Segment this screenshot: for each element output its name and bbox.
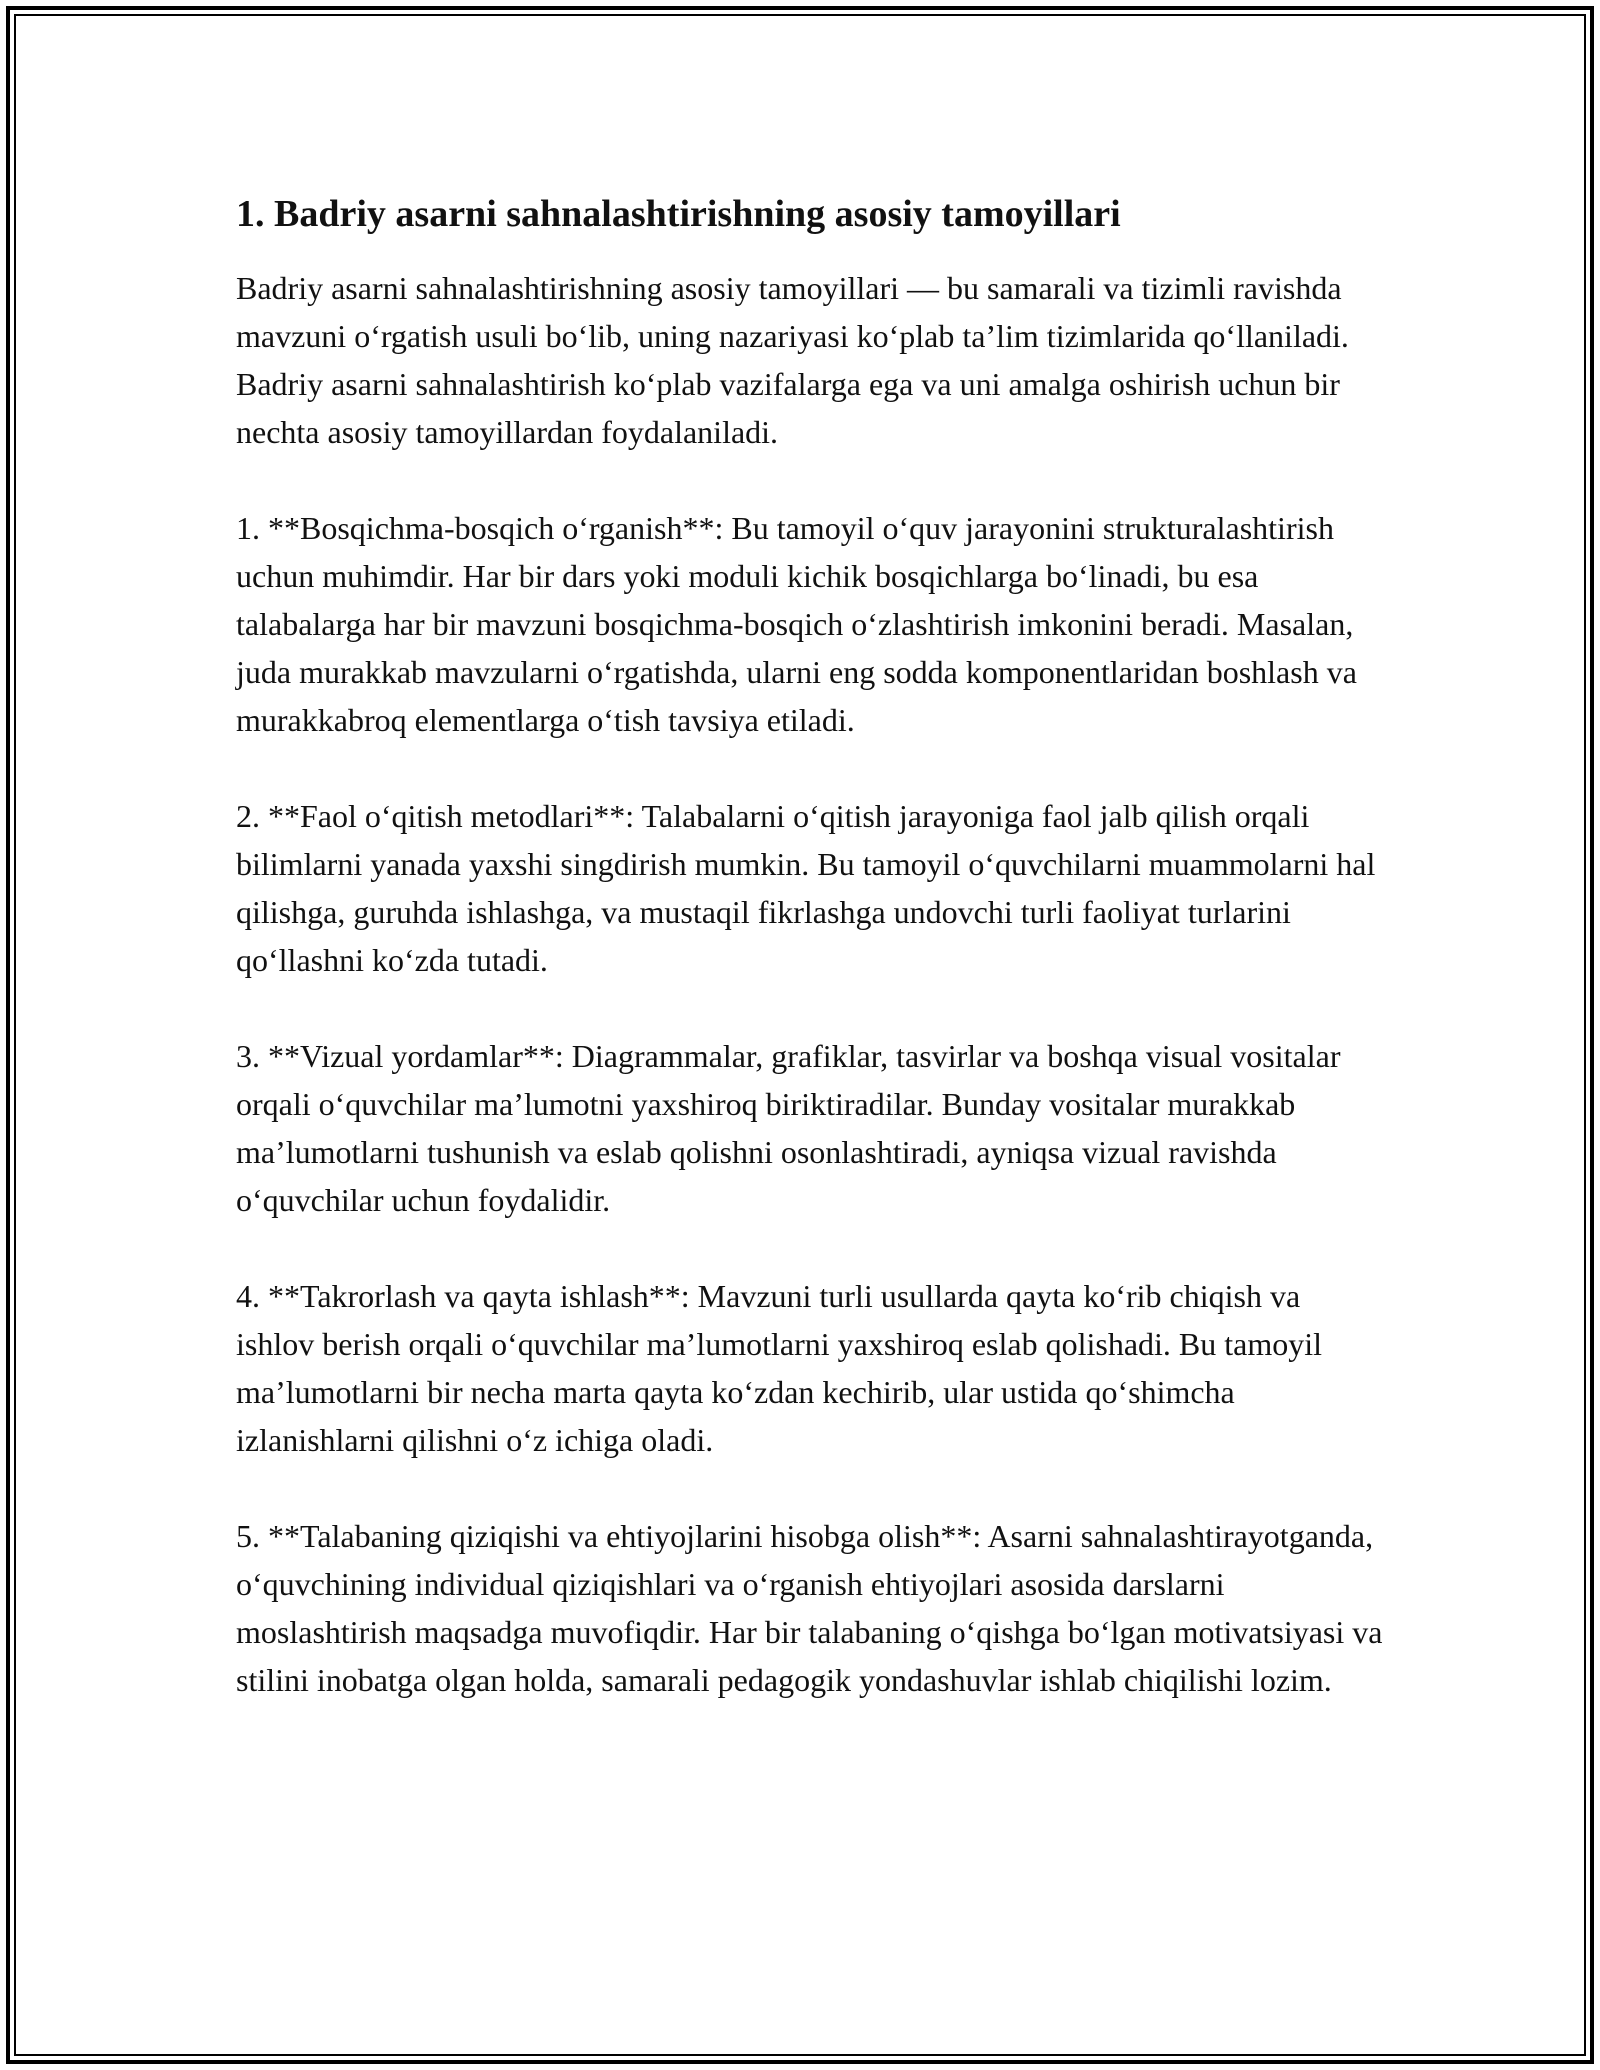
principle-paragraph-4: 4. **Takrorlash va qayta ishlash**: Mavzuni turli usullarda qayta ko‘rib chiqish va ishlov berish orqali o‘quvchilar ma’lumotlarni yaxshiroq eslab qolishadi. Bu tamoyil ma’lumotlarni bir necha marta qayta ko‘zdan kechirib, ular ustida qo‘shimcha izlanishlarni qilishni o‘z ichiga oladi.: [236, 1278, 1323, 1458]
principle-paragraph-2: 2. **Faol o‘qitish metodlari**: Talabalarni o‘qitish jarayoniga faol jalb qilish orqali bilimlarni yanada yaxshi singdirish mumkin. Bu tamoyil o‘quvchilarni muammolarni hal qilishga, guruhda ishlashga, va mustaqil fikrlashga undovchi turli faoliyat turlarini qo‘llashni ko‘zda tutadi.: [236, 798, 1376, 978]
document-body: [236, 186, 1386, 1752]
principle-paragraph-1: 1. **Bosqichma-bosqich o‘rganish**: Bu tamoyil o‘quv jarayonini strukturalashtirish uchun muhimdir. Har bir dars yoki moduli kichik bosqichlarga bo‘linadi, bu esa talabalarga har bir mavzuni bosqichma-bosqich o‘zlashtirish imkonini beradi. Masalan, juda murakkab mavzularni o‘rgatishda, ularni eng sodda komponentlaridan boshlash va murakkabroq elementlarga o‘tish tavsiya etiladi.: [236, 510, 1357, 738]
principle-paragraph-5: 5. **Talabaning qiziqishi va ehtiyojlarini hisobga olish**: Asarni sahnalashtirayotganda, o‘quvchining individual qiziqishlari va o‘rganish ehtiyojlari asosida darslarni moslashtirish maqsadga muvofiqdir. Har bir talabaning o‘qishga bo‘lgan motivatsiyasi va stilini inobatga olgan holda, samarali pedagogik yondashuvlar ishlab chiqilishi lozim.: [236, 1518, 1383, 1698]
document-title: 1. Badriy asarni sahnalashtirishning asosiy tamoyillari: [236, 193, 1121, 235]
principle-paragraph-3: 3. **Vizual yordamlar**: Diagrammalar, grafiklar, tasvirlar va boshqa visual vositalar orqali o‘quvchilar ma’lumotni yaxshiroq biriktiradilar. Bunday vositalar murakkab ma’lumotlarni tushunish va eslab qolishni osonlashtiradi, ayniqsa vizual ravishda o‘quvchilar uchun foydalidir.: [236, 1038, 1341, 1218]
intro-paragraph: Badriy asarni sahnalashtirishning asosiy tamoyillari — bu samarali va tizimli ravishda mavzuni o‘rgatish usuli bo‘lib, uning nazariyasi ko‘plab ta’lim tizimlarida qo‘llaniladi. Badriy asarni sahnalashtirish ko‘plab vazifalarga ega va uni amalga oshirish uchun bir nechta asosiy tamoyillardan foydalaniladi.: [236, 270, 1349, 450]
